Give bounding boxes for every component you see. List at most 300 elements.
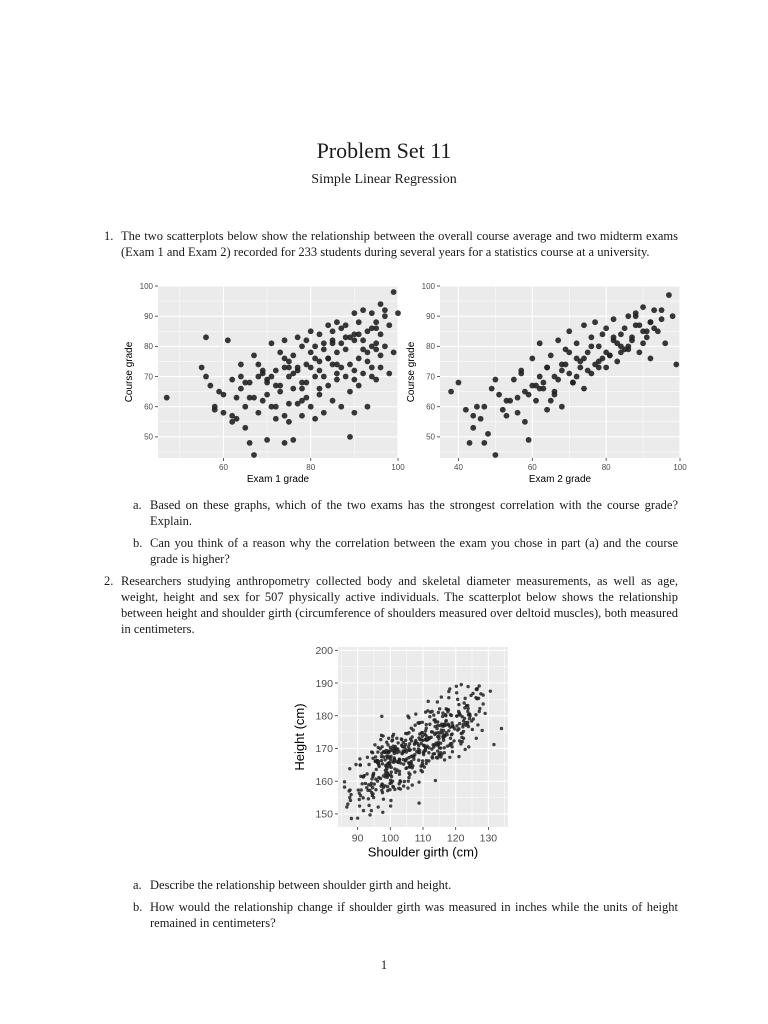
data-point [347,389,353,395]
data-point [373,743,376,746]
data-point [251,395,257,401]
data-point [349,799,352,802]
data-point [203,374,209,380]
data-point [425,759,428,762]
data-point [644,334,650,340]
data-point [466,707,469,710]
y-tick-label: 60 [426,402,435,412]
data-point [400,737,403,740]
y-tick-label: 80 [144,342,153,352]
data-point [500,407,506,413]
data-point [212,404,218,410]
data-point [350,817,353,820]
data-point [398,779,401,782]
data-point [548,398,554,404]
data-point [436,700,439,703]
data-point [277,349,283,355]
data-point [430,710,433,713]
data-point [255,410,261,416]
data-point [269,374,275,380]
x-axis-label: Exam 2 grade [528,474,592,485]
data-point [365,359,371,365]
data-point [425,723,428,726]
data-point [438,707,441,710]
data-point [402,741,405,744]
data-point [386,371,392,377]
data-point [577,365,583,371]
data-point [221,392,227,398]
data-point [417,801,420,804]
data-point [435,727,438,730]
data-point [238,362,244,368]
data-point [412,758,415,761]
data-point [456,698,459,701]
data-point [640,340,646,346]
data-point [468,713,471,716]
data-point [312,374,318,380]
data-point [644,328,650,334]
y-tick-label: 90 [426,312,435,322]
data-point [317,368,323,374]
data-point [273,368,279,374]
data-point [385,741,388,744]
data-point [633,313,639,319]
data-point [393,788,396,791]
data-point [614,340,620,346]
data-point [402,762,405,765]
data-point [386,756,389,759]
data-point [437,737,440,740]
data-point [343,374,349,380]
y-tick-label: 160 [315,775,333,788]
y-tick-label: 80 [426,342,435,352]
data-point [229,419,235,425]
data-point [164,395,170,401]
data-point [385,765,388,768]
data-point [603,325,609,331]
data-point [369,365,375,371]
data-point [349,793,352,796]
x-tick-label: 60 [219,463,228,472]
data-point [379,777,382,780]
data-point [455,724,458,727]
data-point [405,757,408,760]
data-point [427,700,430,703]
data-point [456,380,462,386]
data-point [299,398,305,404]
data-point [492,452,498,458]
data-point [417,744,420,747]
y-tick-label: 60 [144,402,153,412]
data-point [247,440,253,446]
data-point [417,780,420,783]
data-point [478,684,481,687]
data-point [312,416,318,422]
data-point [338,404,344,410]
data-point [485,431,491,437]
data-point [455,691,458,694]
data-point [453,727,456,730]
data-point [406,786,409,789]
data-point [417,759,420,762]
data-point [365,349,371,355]
data-point [636,349,642,355]
data-point [290,371,296,377]
problem-1a-label: a. [133,498,142,512]
data-point [234,395,240,401]
data-point [614,359,620,365]
data-point [481,440,487,446]
data-point [477,697,480,700]
data-point [396,741,399,744]
data-point [373,377,379,383]
data-point [387,737,390,740]
data-point [264,437,270,443]
data-point [386,322,392,328]
data-point [347,362,353,368]
data-point [238,386,244,392]
data-point [373,319,379,325]
data-point [345,805,348,808]
data-point [334,362,340,368]
data-point [566,328,572,334]
data-point [438,754,441,757]
data-point [325,383,331,389]
problem-1a-text: Based on these graphs, which of the two exams has the strongest correlation with the course grade? Explain. [150,498,678,528]
data-point [636,322,642,328]
data-point [308,328,314,334]
data-point [389,804,392,807]
data-point [444,713,447,716]
data-point [442,739,445,742]
data-point [358,798,361,801]
data-point [600,356,606,362]
data-point [390,766,393,769]
data-point [410,761,413,764]
data-point [325,322,331,328]
data-point [566,371,572,377]
data-point [611,334,617,340]
data-point [334,371,340,377]
data-point [504,413,510,419]
data-point [440,695,443,698]
data-point [424,746,427,749]
data-point [460,683,463,686]
data-point [365,786,368,789]
data-point [330,340,336,346]
data-point [409,737,412,740]
data-point [474,404,480,410]
data-point [407,776,410,779]
data-point [651,307,657,313]
data-point [428,723,431,726]
data-point [448,725,451,728]
data-point [481,702,484,705]
data-point [540,380,546,386]
data-point [412,747,415,750]
data-point [559,404,565,410]
data-point [659,307,665,313]
data-point [441,715,444,718]
data-point [408,765,411,768]
data-point [362,809,365,812]
data-point [461,740,464,743]
data-point [378,353,384,359]
y-tick-label: 180 [315,710,333,723]
data-point [470,425,476,431]
data-point [449,713,452,716]
data-point [348,767,351,770]
data-point [397,787,400,790]
data-point [343,785,346,788]
data-point [428,715,431,718]
data-point [588,343,594,349]
data-point [588,334,594,340]
data-point [358,757,361,760]
data-point [489,386,495,392]
x-tick-label: 100 [673,463,687,472]
data-point [374,778,377,781]
data-point [458,722,461,725]
data-point [475,737,478,740]
data-point [308,404,314,410]
data-point [414,712,417,715]
data-point [518,371,524,377]
data-point [443,751,446,754]
data-point [389,755,392,758]
data-point [408,742,411,745]
data-point [386,789,389,792]
data-point [398,770,401,773]
page-title: Problem Set 11 [316,138,452,163]
data-point [343,322,349,328]
data-point [351,337,357,343]
x-tick-label: 90 [351,832,364,845]
data-point [548,353,554,359]
data-point [659,316,665,322]
data-point [380,715,383,718]
problem-2-number: 2. [104,574,114,588]
data-point [440,728,443,731]
y-tick-label: 100 [421,281,435,291]
data-point [375,768,378,771]
data-point [290,437,296,443]
data-point [371,792,374,795]
data-point [351,377,357,383]
data-point [264,380,270,386]
data-point [382,797,385,800]
x-tick-label: 120 [446,832,465,845]
data-point [207,383,213,389]
data-point [441,725,444,728]
data-point [372,796,375,799]
data-point [225,337,231,343]
data-point [529,356,535,362]
data-point [346,802,349,805]
data-point [425,739,428,742]
data-point [398,758,401,761]
data-point [380,783,383,786]
data-point [242,404,248,410]
data-point [390,781,393,784]
data-point [533,383,539,389]
data-point [463,697,466,700]
data-point [365,772,368,775]
data-point [596,365,602,371]
data-point [445,707,448,710]
data-point [325,356,331,362]
data-point [308,365,314,371]
data-point [408,773,411,776]
data-point [448,756,451,759]
data-point [380,759,383,762]
data-point [467,440,473,446]
data-point [544,407,550,413]
data-point [378,331,384,337]
data-point [416,721,419,724]
data-point [392,744,395,747]
data-point [618,349,624,355]
data-point [462,701,465,704]
data-point [362,774,365,777]
data-point [393,756,396,759]
data-point [648,319,654,325]
y-axis-label: Course grade [124,341,135,403]
scatterplot-exam2 [402,280,687,485]
data-point [351,310,357,316]
data-point [317,331,323,337]
y-tick-label: 100 [139,281,153,291]
data-point [577,359,583,365]
data-point [377,805,380,808]
data-point [334,349,340,355]
data-point [295,334,301,340]
data-point [389,758,392,761]
data-point [424,729,427,732]
data-point [366,756,369,759]
data-point [448,743,451,746]
data-point [673,362,679,368]
data-point [478,416,484,422]
data-point [321,340,327,346]
data-point [611,316,617,322]
data-point [373,325,379,331]
data-point [515,395,521,401]
data-point [618,331,624,337]
data-point [448,389,454,395]
data-point [199,365,205,371]
data-point [382,343,388,349]
data-point [273,416,279,422]
data-point [391,289,397,295]
data-point [457,703,460,706]
problem-1-number: 1. [104,229,114,243]
data-point [351,410,357,416]
data-point [381,762,384,765]
data-point [371,774,374,777]
data-point [251,452,257,458]
data-point [400,744,403,747]
data-point [330,398,336,404]
data-point [555,377,561,383]
data-point [382,307,388,313]
data-point [242,425,248,431]
data-point [367,763,370,766]
data-point [347,434,353,440]
data-point [474,713,477,716]
data-point [607,353,613,359]
data-point [357,788,360,791]
data-point [378,365,384,371]
data-point [299,343,305,349]
problem-1-text: The two scatterplots below show the relationship between the overall course average and two midterm exams (Exam 1 and Exam 2) recorded for 233 students during several years for a statistics course at a university. [121,229,678,259]
data-point [476,723,479,726]
data-point [421,759,424,762]
data-point [537,340,543,346]
data-point [312,356,318,362]
y-tick-label: 190 [315,677,333,690]
data-point [464,724,467,727]
data-point [592,319,598,325]
data-point [461,715,464,718]
data-point [414,740,417,743]
data-point [603,365,609,371]
data-point [389,773,392,776]
data-point [277,383,283,389]
data-point [403,780,406,783]
data-point [358,804,361,807]
data-point [574,374,580,380]
data-point [563,362,569,368]
data-point [321,346,327,352]
data-point [439,746,442,749]
data-point [229,377,235,383]
data-point [343,346,349,352]
data-point [448,687,451,690]
data-point [282,440,288,446]
data-point [515,410,521,416]
data-point [511,377,517,383]
x-tick-label: 60 [527,463,537,472]
data-point [483,712,486,715]
data-point [471,728,474,731]
x-tick-label: 100 [381,832,400,845]
data-point [574,340,580,346]
data-point [431,756,434,759]
data-point [432,745,435,748]
data-point [410,726,413,729]
data-point [600,331,606,337]
data-point [662,340,668,346]
data-point [286,419,292,425]
data-point [286,365,292,371]
data-point [432,713,435,716]
data-point [255,362,261,368]
data-point [397,782,400,785]
data-point [407,779,410,782]
data-point [264,392,270,398]
data-point [407,745,410,748]
data-point [408,749,411,752]
problem-2a-text: Describe the relationship between shoulder girth and height. [150,878,452,892]
data-point [334,319,340,325]
data-point [391,349,397,355]
data-point [411,754,414,757]
data-point [391,785,394,788]
data-point [359,775,362,778]
data-point [581,386,587,392]
data-point [330,328,336,334]
